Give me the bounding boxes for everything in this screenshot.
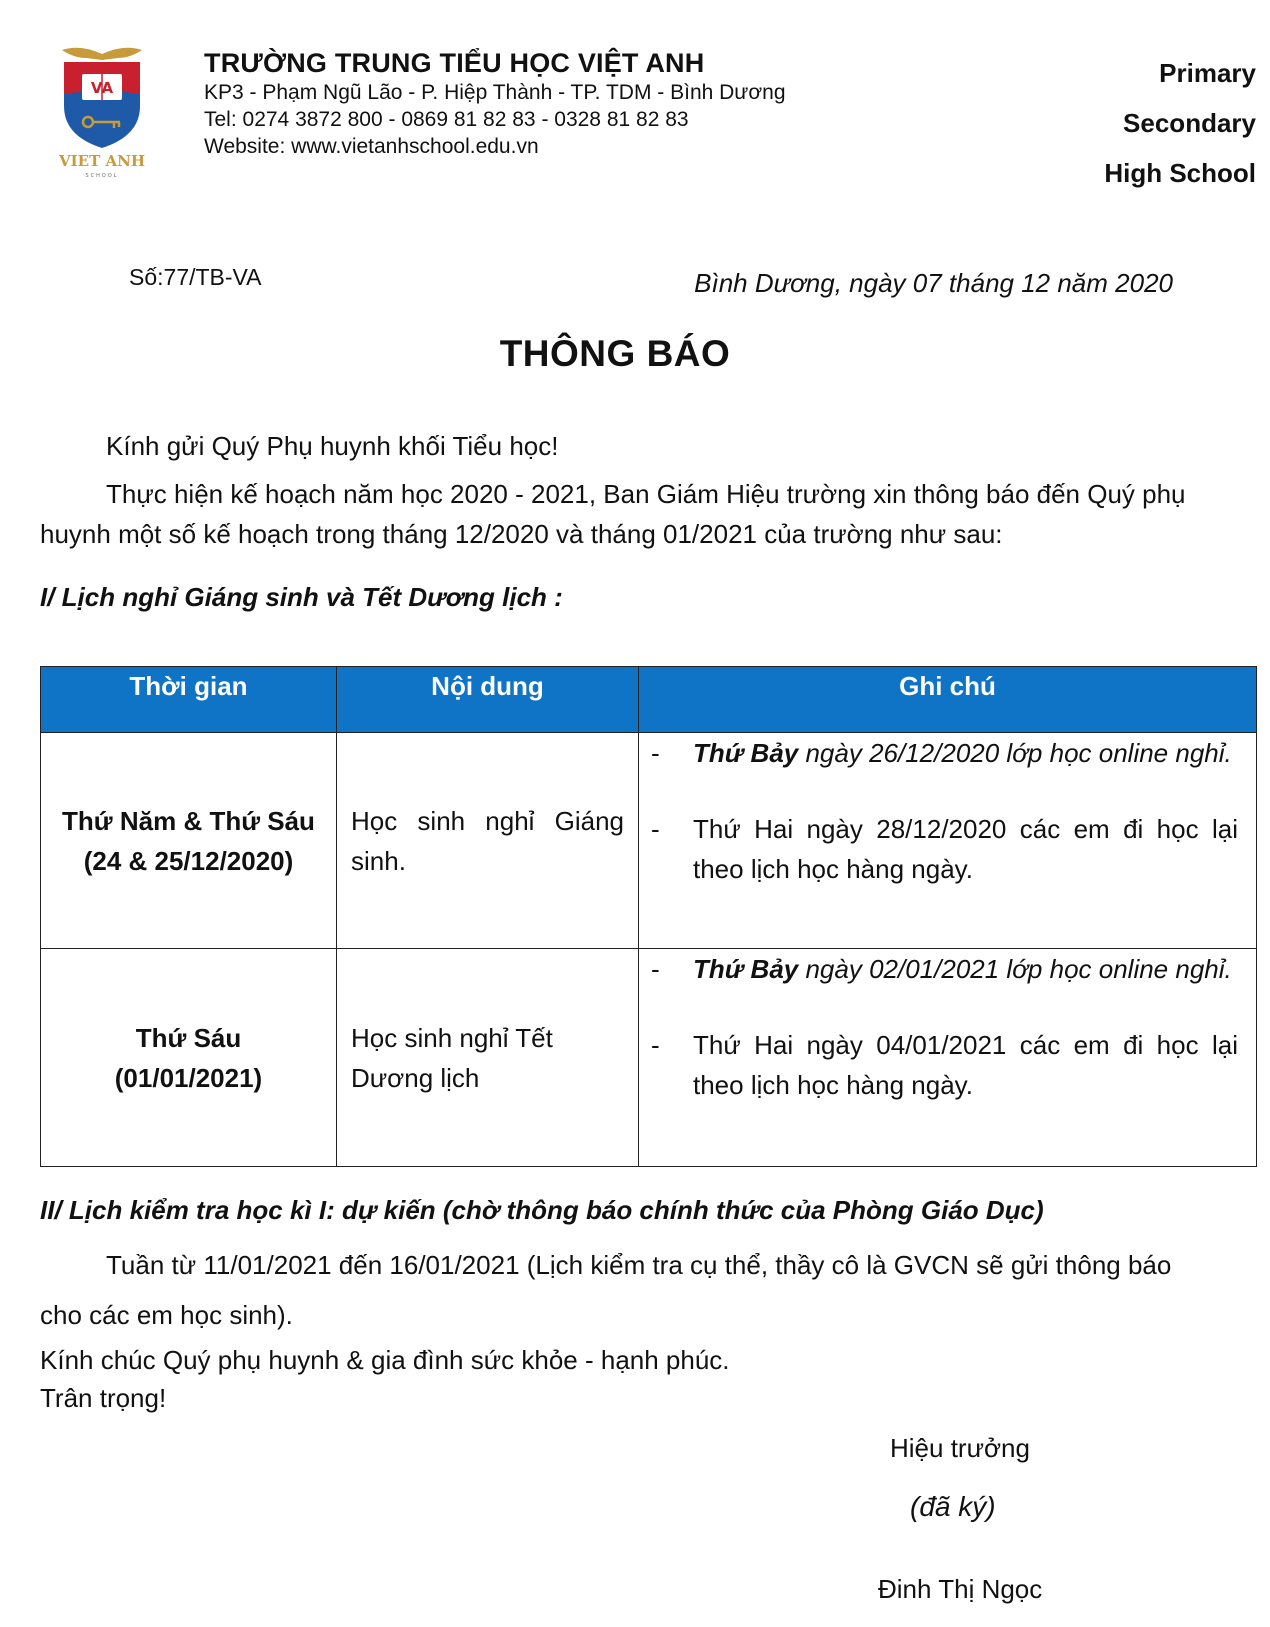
closing-regards: Trân trọng! (40, 1383, 167, 1413)
level-primary: Primary (1159, 58, 1256, 88)
note-text: ngày 26/12/2020 lớp học online nghỉ. (798, 738, 1232, 768)
document-title: THÔNG BÁO (499, 333, 731, 374)
bullet-dash: - (651, 738, 660, 768)
column-header-time: Thời gian (41, 667, 337, 733)
svg-text:VA: VA (90, 79, 114, 97)
svg-text:VIET ANH: VIET ANH (59, 152, 145, 170)
table-row (41, 949, 1257, 1167)
time-cell (41, 949, 337, 1167)
bullet-dash: - (651, 954, 660, 984)
school-levels (1104, 48, 1256, 198)
document-number: Số:77/TB-VA (129, 264, 262, 290)
greeting: Kính gửi Quý Phụ huynh khối Tiểu học! (106, 431, 559, 461)
school-name: TRƯỜNG TRUNG TIỂU HỌC VIỆT ANH (204, 48, 705, 78)
time-line: Thứ Năm & Thứ Sáu (62, 805, 315, 836)
note-day: Thứ Bảy (693, 738, 799, 768)
signed-note: (đã ký) (910, 1491, 996, 1522)
intro-paragraph: Thực hiện kế hoạch năm học 2020 - 2021, Ban Giám Hiệu trường xin thông báo đến Quý phụ huynh một số kế hoạch trong tháng 12/2020 và tháng 01/2021 của trường như sau: (40, 479, 1186, 549)
section-2-heading: II/ Lịch kiểm tra học kì I: dự kiến (chờ thông báo chính thức của Phòng Giáo Dục) (40, 1195, 1044, 1225)
level-high-school: High School (1104, 158, 1256, 188)
column-header-notes: Ghi chú (639, 667, 1257, 733)
notes-cell (639, 949, 1257, 1167)
table-row (41, 733, 1257, 949)
note-day: Thứ Bảy (693, 954, 799, 984)
note-item (639, 949, 1238, 989)
school-website: Website: www.vietanhschool.edu.vn (204, 135, 539, 158)
time-date: (24 & 25/12/2020) (83, 845, 294, 876)
note-item (639, 809, 1238, 889)
note-text: Thứ Hai ngày 28/12/2020 các em đi học lại theo lịch học hàng ngày. (693, 814, 1238, 884)
content-cell: Học sinh nghỉ Giáng sinh. (337, 733, 639, 949)
holiday-schedule-table (40, 666, 1257, 1167)
school-logo (58, 44, 146, 184)
school-crest-icon (58, 44, 146, 184)
note-text: ngày 02/01/2021 lớp học online nghỉ. (798, 954, 1232, 984)
content-cell: Học sinh nghỉ Tết Dương lịch (337, 949, 639, 1167)
time-cell (41, 733, 337, 949)
school-phone: Tel: 0274 3872 800 - 0869 81 82 83 - 0328 81 82 83 (204, 108, 689, 131)
note-item (639, 1025, 1238, 1105)
document-date: Bình Dương, ngày 07 tháng 12 năm 2020 (694, 268, 1173, 298)
signer-name: Đinh Thị Ngọc (878, 1574, 1043, 1604)
time-line: Thứ Sáu (135, 1022, 242, 1053)
bullet-dash: - (651, 1030, 660, 1060)
school-address: KP3 - Phạm Ngũ Lão - P. Hiệp Thành - TP. TDM - Bình Dương (204, 81, 786, 104)
note-text: Thứ Hai ngày 04/01/2021 các em đi học lại theo lịch học hàng ngày. (693, 1030, 1238, 1100)
bullet-dash: - (651, 814, 660, 844)
signer-title: Hiệu trưởng (890, 1433, 1030, 1463)
column-header-content: Nội dung (337, 667, 639, 733)
notes-cell (639, 733, 1257, 949)
table-header-row (41, 667, 1257, 733)
closing-wishes: Kính chúc Quý phụ huynh & gia đình sức khỏe - hạnh phúc. (40, 1345, 730, 1375)
exam-schedule-paragraph: Tuần từ 11/01/2021 đến 16/01/2021 (Lịch kiểm tra cụ thể, thầy cô là GVCN sẽ gửi thông báo cho các em học sinh). (40, 1250, 1172, 1330)
section-1-heading: I/ Lịch nghỉ Giáng sinh và Tết Dương lịch : (40, 582, 563, 612)
time-date: (01/01/2021) (114, 1062, 263, 1093)
level-secondary: Secondary (1123, 108, 1256, 138)
note-item (639, 733, 1238, 773)
svg-text:SCHOOL: SCHOOL (85, 173, 119, 179)
